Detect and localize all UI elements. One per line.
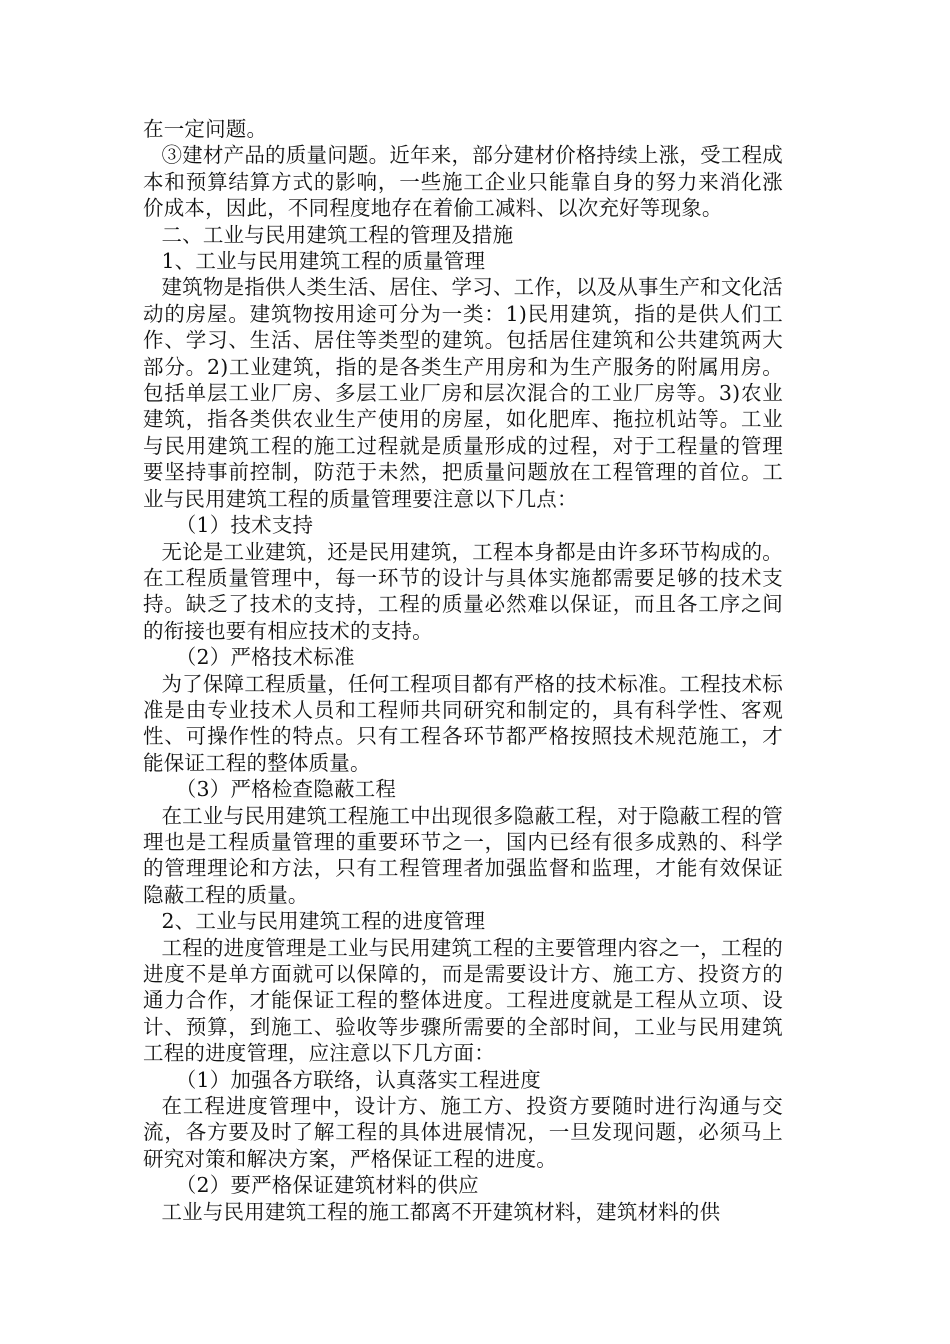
paragraph-tech-standards: 为了保障工程质量，任何工程项目都有严格的技术标准。工程技术标准是由专业技术人员和工程师共同研究和制定的，具有科学性、客观性、可操作性的特点。只有工程各环节都严格按照技术规范施工，才能保证工程的整体质量。	[143, 671, 783, 775]
item-heading-liaison: （1）加强各方联络，认真落实工程进度	[175, 1067, 541, 1092]
section-heading-management: 二、工业与民用建筑工程的管理及措施	[161, 222, 514, 247]
subsection-heading-progress: 2、工业与民用建筑工程的进度管理	[161, 909, 486, 934]
paragraph-tech-support: 无论是工业建筑，还是民用建筑，工程本身都是由许多环节构成的。在工程质量管理中，每一环节的设计与具体实施都需要足够的技术支持。缺乏了技术的支持，工程的质量必然难以保证，而且各工序之间的衔接也要有相应技术的支持。	[143, 539, 783, 643]
paragraph-material-quality: ③建材产品的质量问题。近年来，部分建材价格持续上涨，受工程成本和预算结算方式的影响，一些施工企业只能靠自身的努力来消化涨价成本，因此，不同程度地存在着偷工减料、以次充好等现象。	[143, 143, 783, 221]
item-heading-material-supply: （2）要严格保证建筑材料的供应	[175, 1173, 479, 1198]
item-heading-tech-standards: （2）严格技术标准	[175, 645, 355, 670]
paragraph-progress-management: 工程的进度管理是工业与民用建筑工程的主要管理内容之一，工程的进度不是单方面就可以保障的，而是需要设计方、施工方、投资方的通力合作，才能保证工程的整体进度。工程进度就是工程从立项、设计、预算，到施工、验收等步骤所需要的全部时间，工业与民用建筑工程的进度管理，应注意以下几方面：	[143, 935, 783, 1066]
paragraph-material-supply: 工业与民用建筑工程的施工都离不开建筑材料，建筑材料的供	[161, 1199, 721, 1224]
paragraph-continuation: 在一定问题。	[143, 117, 268, 141]
paragraph-hidden-works: 在工业与民用建筑工程施工中出现很多隐蔽工程，对于隐蔽工程的管理也是工程质量管理的重要环节之一，国内已经有很多成熟的、科学的管理理论和方法，只有工程管理者加强监督和监理，才能有效保证隐蔽工程的质量。	[143, 803, 783, 907]
item-heading-tech-support: （1）技术支持	[175, 513, 314, 538]
paragraph-building-definition: 建筑物是指供人类生活、居住、学习、工作，以及从事生产和文化活动的房屋。建筑物按用途可分为一类：1)民用建筑，指的是供人们工作、学习、生活、居住等类型的建筑。包括居住建筑和公共建筑两大部分。2)工业建筑，指的是各类生产用房和为生产服务的附属用房。包括单层工业厂房、多层工业厂房和层次混合的工业厂房等。3)农业建筑，指各类供农业生产使用的房屋，如化肥库、拖拉机站等。工业与民用建筑工程的施工过程就是质量形成的过程，对于工程量的管理要坚持事前控制，防范于未然，把质量问题放在工程管理的首位。工业与民用建筑工程的质量管理要注意以下几点：	[143, 275, 783, 511]
paragraph-liaison: 在工程进度管理中，设计方、施工方、投资方要随时进行沟通与交流，各方要及时了解工程的具体进展情况，一旦发现问题，必须马上研究对策和解决方案，严格保证工程的进度。	[143, 1094, 783, 1171]
item-heading-hidden-works: （3）严格检查隐蔽工程	[175, 777, 397, 802]
document-page	[143, 116, 783, 1225]
subsection-heading-quality: 1、工业与民用建筑工程的质量管理	[161, 249, 486, 274]
